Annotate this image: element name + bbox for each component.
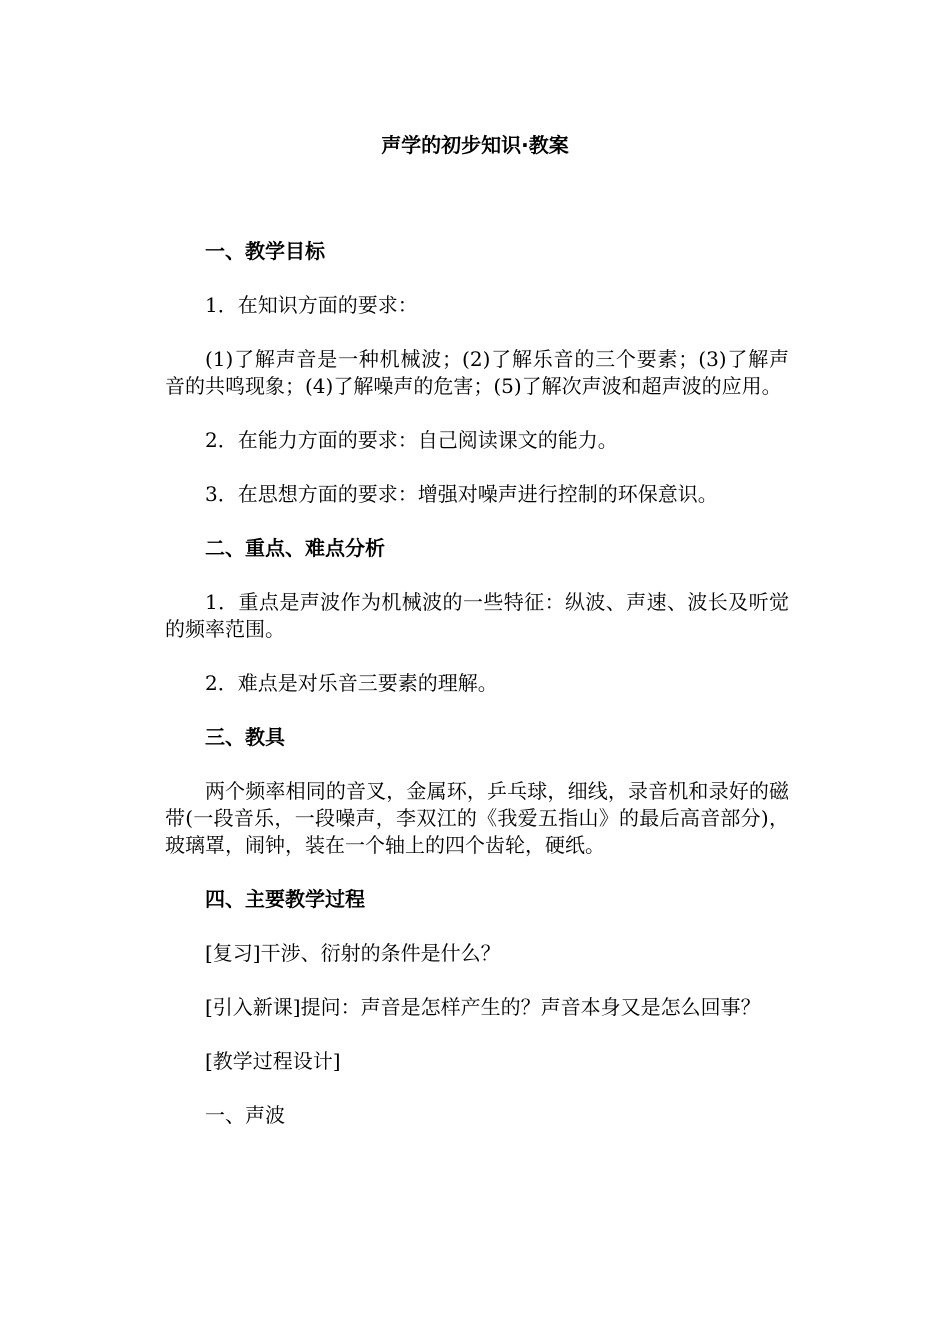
paragraph: 1．在知识方面的要求： — [205, 293, 418, 317]
paragraph: 3．在思想方面的要求：增强对噪声进行控制的环保意识。 — [205, 482, 718, 506]
section-heading: 一、教学目标 — [205, 239, 325, 263]
document-body — [165, 238, 789, 1156]
paragraph: 1．重点是声波作为机械波的一些特征：纵波、声速、波长及听觉的频率范围。 — [165, 590, 789, 641]
paragraph: 2．在能力方面的要求：自己阅读课文的能力。 — [205, 428, 618, 452]
section-heading: 二、重点、难点分析 — [205, 536, 385, 560]
paragraph: 2．难点是对乐音三要素的理解。 — [205, 671, 498, 695]
document-title: 声学的初步知识·教案 — [381, 133, 569, 157]
paragraph: 一、声波 — [205, 1103, 285, 1127]
paragraph: [复习]干涉、衍射的条件是什么？ — [205, 941, 501, 965]
paragraph: (1)了解声音是一种机械波；(2)了解乐音的三个要素；(3)了解声音的共鸣现象；(4)了解噪声的危害；(5)了解次声波和超声波的应用。 — [165, 347, 789, 398]
paragraph: [教学过程设计] — [205, 1049, 341, 1073]
section-heading: 四、主要教学过程 — [205, 887, 365, 911]
paragraph: [引入新课]提问：声音是怎样产生的？声音本身又是怎么回事？ — [205, 995, 761, 1019]
paragraph: 两个频率相同的音叉，金属环，乒乓球，细线，录音机和录好的磁带(一段音乐，一段噪声，李双江的《我爱五指山》的最后高音部分)，玻璃罩，闹钟，装在一个轴上的四个齿轮，硬纸。 — [165, 779, 789, 857]
section-heading: 三、教具 — [205, 725, 285, 749]
